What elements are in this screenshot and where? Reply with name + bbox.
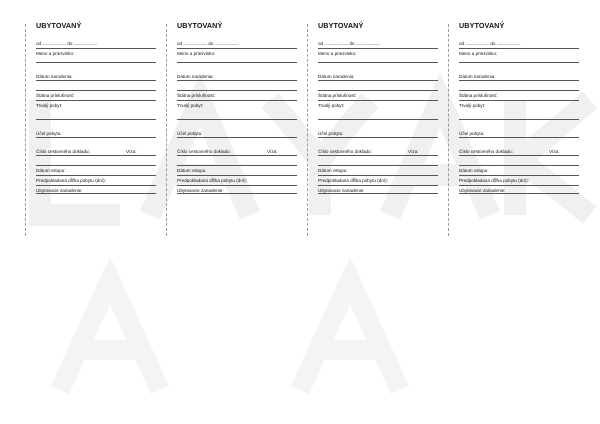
field-label: Ubytovacie zariadenie: (318, 188, 365, 193)
field-label: Štátna príslušnosť: (177, 93, 216, 98)
field-label: Ubytovacie zariadenie: (177, 188, 224, 193)
date-blank: ...................... (496, 41, 521, 46)
card-title: UBYTOVANÝ (177, 21, 223, 30)
field-label: Dátum vstupu: (36, 168, 66, 173)
date-blank: ...................... (73, 41, 98, 46)
field-duration[interactable] (177, 178, 297, 183)
form-line (36, 155, 156, 156)
field-id-number[interactable] (318, 149, 438, 154)
field-label: Trvalý pobyt: (177, 103, 204, 108)
field-entry[interactable] (318, 168, 438, 173)
field-id-number[interactable] (459, 149, 579, 154)
field-label: Dátum vstupu: (318, 168, 348, 173)
field-birth[interactable] (36, 74, 156, 79)
field-duration[interactable] (36, 178, 156, 183)
card-title: UBYTOVANÝ (459, 21, 505, 30)
form-line (459, 137, 579, 138)
form-line (177, 185, 297, 186)
field-label: Dátum narodenia: (177, 74, 214, 79)
field-purpose[interactable] (177, 131, 297, 136)
field-duration[interactable] (318, 178, 438, 183)
field-label: Predpokladaná dĺžka pobytu (dní): (459, 178, 529, 183)
form-line (318, 193, 438, 194)
form-line (459, 100, 579, 101)
date-from-label: od (459, 41, 465, 46)
field-label: Štátna príslušnosť: (36, 93, 75, 98)
date-blank: ...................... (183, 41, 208, 46)
form-line (318, 80, 438, 81)
form-line (318, 62, 438, 63)
field-label: Dátum narodenia: (36, 74, 73, 79)
date-blank: ...................... (42, 41, 67, 46)
form-line (177, 155, 297, 156)
date-blank: ...................... (355, 41, 380, 46)
field-label: Štátna príslušnosť: (459, 93, 498, 98)
form-line (459, 165, 579, 166)
field-label: Dátum vstupu: (177, 168, 207, 173)
registration-cards (26, 12, 586, 226)
date-to-label: do (208, 41, 214, 46)
date-to-label: do (349, 41, 355, 46)
form-line (36, 62, 156, 63)
registration-card (167, 12, 295, 226)
form-line (318, 175, 438, 176)
field-label: Trvalý pobyt: (36, 103, 63, 108)
field-residence[interactable] (177, 103, 297, 108)
form-line (318, 90, 438, 91)
form-line (459, 185, 579, 186)
form-line (177, 193, 297, 194)
field-label: Ubytovacie zariadenie: (36, 188, 83, 193)
field-name[interactable] (318, 51, 438, 56)
field-label: Dátum vstupu: (459, 168, 489, 173)
form-line (36, 193, 156, 194)
field-citizenship[interactable] (318, 93, 438, 98)
form-line (36, 175, 156, 176)
field-label-visa: Víza: (267, 149, 278, 154)
field-label: Dátum narodenia: (459, 74, 496, 79)
field-citizenship[interactable] (177, 93, 297, 98)
field-facility[interactable] (177, 188, 297, 193)
field-label: Číslo cestovného dokladu: (459, 149, 513, 154)
date-from-label: od (318, 41, 324, 46)
field-label: Meno a priezvisko: (318, 51, 357, 56)
date-to-label: do (67, 41, 73, 46)
date-blank: ...................... (324, 41, 349, 46)
field-label: Trvalý pobyt: (318, 103, 345, 108)
form-line (459, 155, 579, 156)
form-line (177, 137, 297, 138)
field-facility[interactable] (459, 188, 579, 193)
form-line (459, 175, 579, 176)
field-purpose[interactable] (36, 131, 156, 136)
field-label: Číslo cestovného dokladu: (36, 149, 90, 154)
field-purpose[interactable] (459, 131, 579, 136)
date-range-field[interactable] (177, 41, 297, 46)
field-residence[interactable] (36, 103, 156, 108)
form-line (177, 165, 297, 166)
form-line (459, 193, 579, 194)
form-line (459, 62, 579, 63)
field-id-number[interactable] (36, 149, 156, 154)
field-label: Číslo cestovného dokladu: (177, 149, 231, 154)
form-line (318, 185, 438, 186)
field-name[interactable] (459, 51, 579, 56)
card-title: UBYTOVANÝ (318, 21, 364, 30)
date-range-field[interactable] (459, 41, 579, 46)
field-duration[interactable] (459, 178, 579, 183)
field-id-number[interactable] (177, 149, 297, 154)
form-line (459, 119, 579, 120)
field-label: Predpokladaná dĺžka pobytu (dní): (36, 178, 106, 183)
field-label: Dátum narodenia: (318, 74, 355, 79)
field-citizenship[interactable] (36, 93, 156, 98)
form-line (177, 90, 297, 91)
field-label-visa: Víza: (408, 149, 419, 154)
field-residence[interactable] (318, 103, 438, 108)
field-label: Číslo cestovného dokladu: (318, 149, 372, 154)
form-line (177, 175, 297, 176)
field-entry[interactable] (459, 168, 579, 173)
form-line (318, 155, 438, 156)
field-name[interactable] (177, 51, 297, 56)
watermark-letter-lower-a1 (60, 280, 160, 390)
field-birth[interactable] (318, 74, 438, 79)
field-label: Účel pobytu: (36, 131, 62, 136)
form-line (36, 165, 156, 166)
form-line (177, 48, 297, 49)
field-label: Účel pobytu: (459, 131, 485, 136)
field-purpose[interactable] (318, 131, 438, 136)
field-facility[interactable] (36, 188, 156, 193)
field-entry[interactable] (36, 168, 156, 173)
field-label: Trvalý pobyt: (459, 103, 486, 108)
date-to-label: do (490, 41, 496, 46)
form-line (36, 48, 156, 49)
date-range-field[interactable] (318, 41, 438, 46)
field-birth[interactable] (459, 74, 579, 79)
date-from-label: od (36, 41, 42, 46)
field-label: Predpokladaná dĺžka pobytu (dní): (318, 178, 388, 183)
field-label: Účel pobytu: (177, 131, 203, 136)
form-line (318, 137, 438, 138)
field-label: Štátna príslušnosť: (318, 93, 357, 98)
form-line (36, 185, 156, 186)
field-label: Účel pobytu: (318, 131, 344, 136)
field-entry[interactable] (177, 168, 297, 173)
form-line (36, 119, 156, 120)
form-line (177, 100, 297, 101)
form-line (459, 80, 579, 81)
field-facility[interactable] (318, 188, 438, 193)
date-blank: ...................... (214, 41, 239, 46)
field-birth[interactable] (177, 74, 297, 79)
field-label-visa: Víza: (549, 149, 560, 154)
field-label-visa: Víza: (126, 149, 137, 154)
form-line (318, 165, 438, 166)
registration-card (26, 12, 154, 226)
form-line (459, 90, 579, 91)
form-line (36, 80, 156, 81)
field-citizenship[interactable] (459, 93, 579, 98)
form-line (318, 48, 438, 49)
form-line (177, 119, 297, 120)
field-residence[interactable] (459, 103, 579, 108)
form-line (177, 62, 297, 63)
form-line (459, 48, 579, 49)
watermark-letter-lower-a2 (300, 280, 400, 390)
date-from-label: od (177, 41, 183, 46)
card-title: UBYTOVANÝ (36, 21, 82, 30)
field-label: Predpokladaná dĺžka pobytu (dní): (177, 178, 247, 183)
date-range-field[interactable] (36, 41, 156, 46)
date-blank: ...................... (465, 41, 490, 46)
registration-card (449, 12, 577, 226)
field-label: Meno a priezvisko: (36, 51, 75, 56)
field-label: Meno a priezvisko: (459, 51, 498, 56)
registration-card (308, 12, 436, 226)
form-line (318, 119, 438, 120)
form-line (36, 137, 156, 138)
form-line (36, 90, 156, 91)
form-line (36, 100, 156, 101)
field-name[interactable] (36, 51, 156, 56)
form-line (318, 100, 438, 101)
field-label: Ubytovacie zariadenie: (459, 188, 506, 193)
field-label: Meno a priezvisko: (177, 51, 216, 56)
form-line (177, 80, 297, 81)
